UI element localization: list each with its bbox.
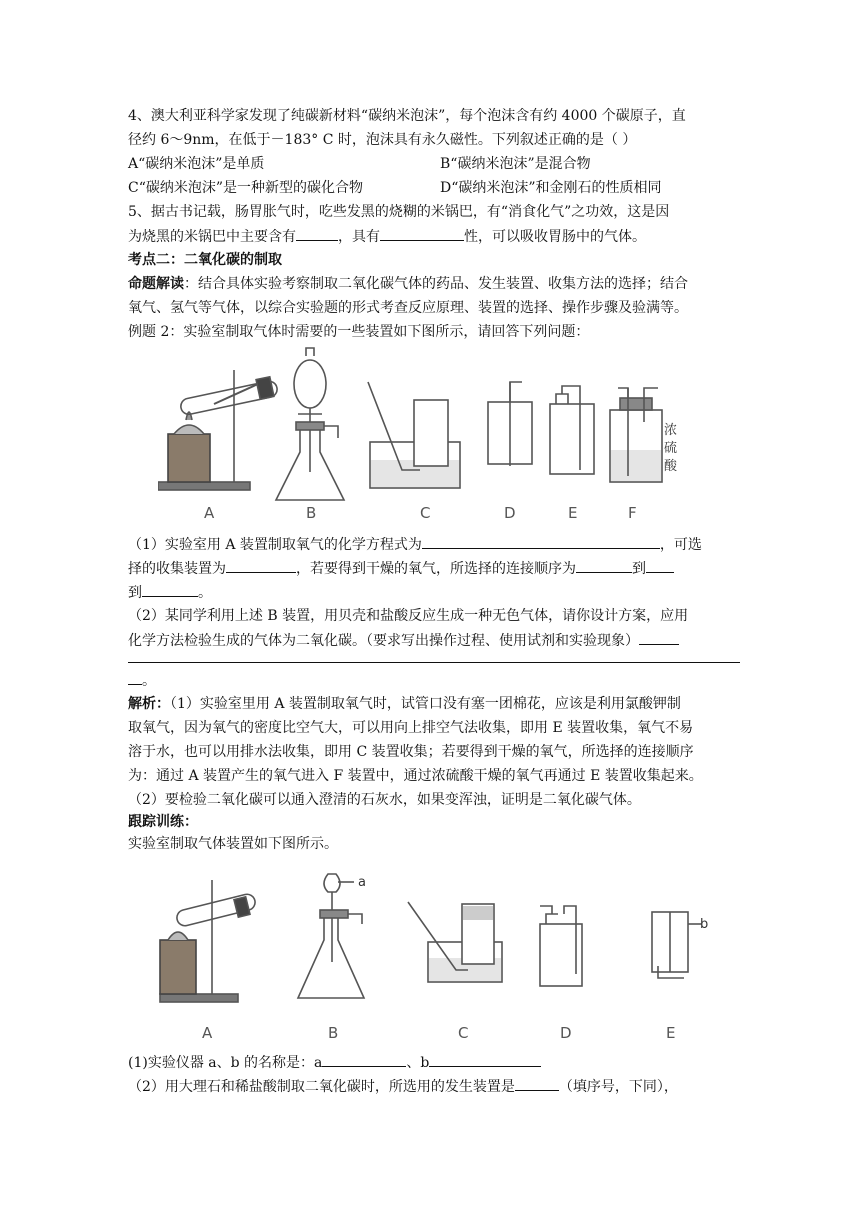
ex-q1-order-blank-1[interactable] — [576, 556, 632, 573]
pr-q2-text-b: （填序号，下同）， — [558, 1079, 678, 1095]
ex-q2-line3 — [128, 668, 738, 693]
interp-label: 命题解读 — [128, 276, 184, 292]
q5-blank-1[interactable] — [296, 224, 338, 241]
ex-q1-text-to: 到 — [128, 585, 142, 601]
fig2-label-a: A — [202, 1024, 213, 1042]
pr-q1-blank-a[interactable] — [322, 1050, 406, 1067]
ex-q2-blank-end[interactable] — [128, 668, 142, 685]
q4-line1: 4、澳大利亚科学家发现了纯碳新材料“碳纳米泡沫”，每个泡沫含有约 4000 个碳原子，直 — [128, 108, 686, 124]
analysis-line4: 为：通过 A 装置产生的氧气进入 F 装置中，通过浓硫酸干燥的氧气再通过 E 装置收集起来。 — [128, 768, 703, 784]
fig2-apparatus-e — [652, 912, 702, 978]
fig2-apparatus-a — [160, 880, 257, 1002]
ex-q2-period: 。 — [142, 673, 156, 689]
q4-option-c: C“碳纳米泡沫”是一种新型的碳化合物 — [128, 180, 364, 196]
ex-q1-order-blank-3[interactable] — [142, 580, 198, 597]
ex-q1-line1 — [128, 532, 738, 557]
practice-title — [128, 810, 738, 834]
q4-option-b: B“碳纳米泡沫”是混合物 — [440, 156, 591, 172]
fig1-label-a: A — [204, 504, 215, 522]
fig1-label-f: F — [628, 504, 637, 522]
pr-q2-text-a: （2）用大理石和稀盐酸制取二氧化碳时，所选用的发生装置是 — [128, 1079, 515, 1095]
fig1-label-b: B — [306, 504, 317, 522]
pr-q2-line — [128, 1074, 738, 1099]
practice-title-colon: ： — [184, 814, 198, 830]
analysis-line2: 取氧气，因为氧气的密度比空气大，可以用向上排空气法收集，即用 E 装置收集，氧气不易 — [128, 720, 694, 736]
ex-q1-order-blank-2[interactable] — [646, 556, 674, 573]
fig2-label-b: B — [328, 1024, 339, 1042]
apparatus-d — [488, 382, 532, 466]
mark-b: b — [700, 917, 709, 932]
interp-text: ：结合具体实验考察制取二氧化碳气体的药品、发生装置、收集方法的选择；结合 — [184, 276, 688, 292]
fig1-label-c: C — [420, 504, 431, 522]
ex-q2-line1: （2）某同学利用上述 B 装置，用贝壳和盐酸反应生成一种无色气体，请你设计方案，应用 — [128, 608, 689, 624]
fig2-apparatus-d — [540, 906, 582, 986]
analysis-line5: （2）要检验二氧化碳可以通入澄清的石灰水，如果变浑浊，证明是二氧化碳气体。 — [128, 792, 641, 808]
pr-q1-line — [128, 1050, 738, 1075]
ex-q1-text: （1）实验室用 A 装置制取氧气的化学方程式为 — [128, 537, 422, 553]
q4-line2: 径约 6～9nm，在低于－183° C 时，泡沫具有永久磁性。下列叙述正确的是（ ） — [128, 132, 637, 148]
q5-text-b: ，具有 — [338, 229, 380, 245]
ex-q1-text-end: ，可选 — [659, 537, 702, 553]
fig2-label-e: E — [666, 1024, 676, 1042]
ex-q1-text-a: 择的收集装置为 — [128, 561, 226, 577]
apparatus-e — [550, 386, 594, 474]
bottle-text-3: 酸 — [664, 459, 678, 474]
analysis-label: 解析： — [128, 696, 170, 712]
mark-a: a — [358, 875, 366, 890]
apparatus-figure-2 — [150, 862, 710, 1044]
fig2-apparatus-c — [408, 902, 502, 982]
fig2-label-c: C — [458, 1024, 469, 1042]
fig2-apparatus-b — [298, 874, 364, 998]
ex-q1-text-end-period: 。 — [198, 585, 212, 601]
example2-prompt: 例题 2：实验室制取气体时需要的一些装置如下图所示，请回答下列问题： — [128, 324, 590, 340]
apparatus-b — [276, 348, 344, 500]
ex-q1-text-b: ，若要得到干燥的氧气，所选择的连接顺序为 — [296, 561, 576, 577]
ex-q2-blank[interactable] — [639, 628, 679, 645]
q4-options-row1 — [128, 152, 738, 176]
analysis-text-1: （1）实验室里用 A 装置制取氧气时，试管口没有塞一团棉花，应该是利用氯酸钾制 — [170, 696, 681, 712]
bottle-text-1: 浓 — [664, 423, 678, 438]
apparatus-c — [368, 382, 460, 488]
analysis-line1 — [128, 692, 738, 716]
q5-line2 — [128, 224, 738, 249]
practice-title-text: 跟踪训练 — [128, 814, 184, 830]
apparatus-f — [610, 388, 662, 482]
section2-interp-line1 — [128, 272, 738, 296]
pr-q1-text-b: 、b — [406, 1055, 430, 1071]
pr-q1-blank-b[interactable] — [429, 1050, 541, 1067]
ex-q2-line2 — [128, 628, 738, 653]
q5-text-a: 为烧黑的米锅巴中主要含有 — [128, 229, 296, 245]
bottle-text-2: 硫 — [664, 441, 678, 456]
apparatus-a — [158, 370, 279, 490]
answer-line[interactable] — [128, 662, 740, 663]
fig1-label-d: D — [504, 504, 516, 522]
practice-intro: 实验室制取气体装置如下图所示。 — [128, 836, 338, 852]
q5-line1: 5、据古书记载，肠胃胀气时，吃些发黑的烧糊的米锅巴，有“消食化气”之功效，这是因 — [128, 204, 670, 220]
q4-option-a: A“碳纳米泡沫”是单质 — [128, 156, 265, 172]
section2-interp-line2: 氧气、氢气等气体，以综合实验题的形式考查反应原理、装置的选择、操作步骤及验满等。 — [128, 300, 688, 316]
ex-q1-line3 — [128, 580, 738, 605]
section2-title: 考点二：二氧化碳的制取 — [128, 252, 282, 268]
ex-q1-line2 — [128, 556, 738, 581]
pr-q2-blank[interactable] — [515, 1074, 559, 1091]
fig2-label-d: D — [560, 1024, 572, 1042]
ex-q1-text-c: 到 — [632, 561, 646, 577]
q5-text-c: 性，可以吸收胃肠中的气体。 — [464, 229, 646, 245]
ex-q2-text: 化学方法检验生成的气体为二氧化碳。（要求写出操作过程、使用试剂和实验现象） — [128, 633, 639, 649]
q4-options-row2 — [128, 176, 738, 200]
q4-option-d: D“碳纳米泡沫”和金刚石的性质相同 — [440, 180, 662, 196]
pr-q1-text-a: (1)实验仪器 a、b 的名称是：a — [128, 1055, 323, 1071]
fig1-label-e: E — [568, 504, 578, 522]
ex-q1-equation-blank[interactable] — [422, 532, 660, 549]
q5-blank-2[interactable] — [380, 224, 464, 241]
ex-q1-collect-blank[interactable] — [226, 556, 296, 573]
analysis-line3: 溶于水，也可以用排水法收集，即用 C 装置收集；若要得到干燥的氧气，所选择的连接顺序 — [128, 744, 694, 760]
apparatus-figure-1 — [158, 342, 678, 522]
